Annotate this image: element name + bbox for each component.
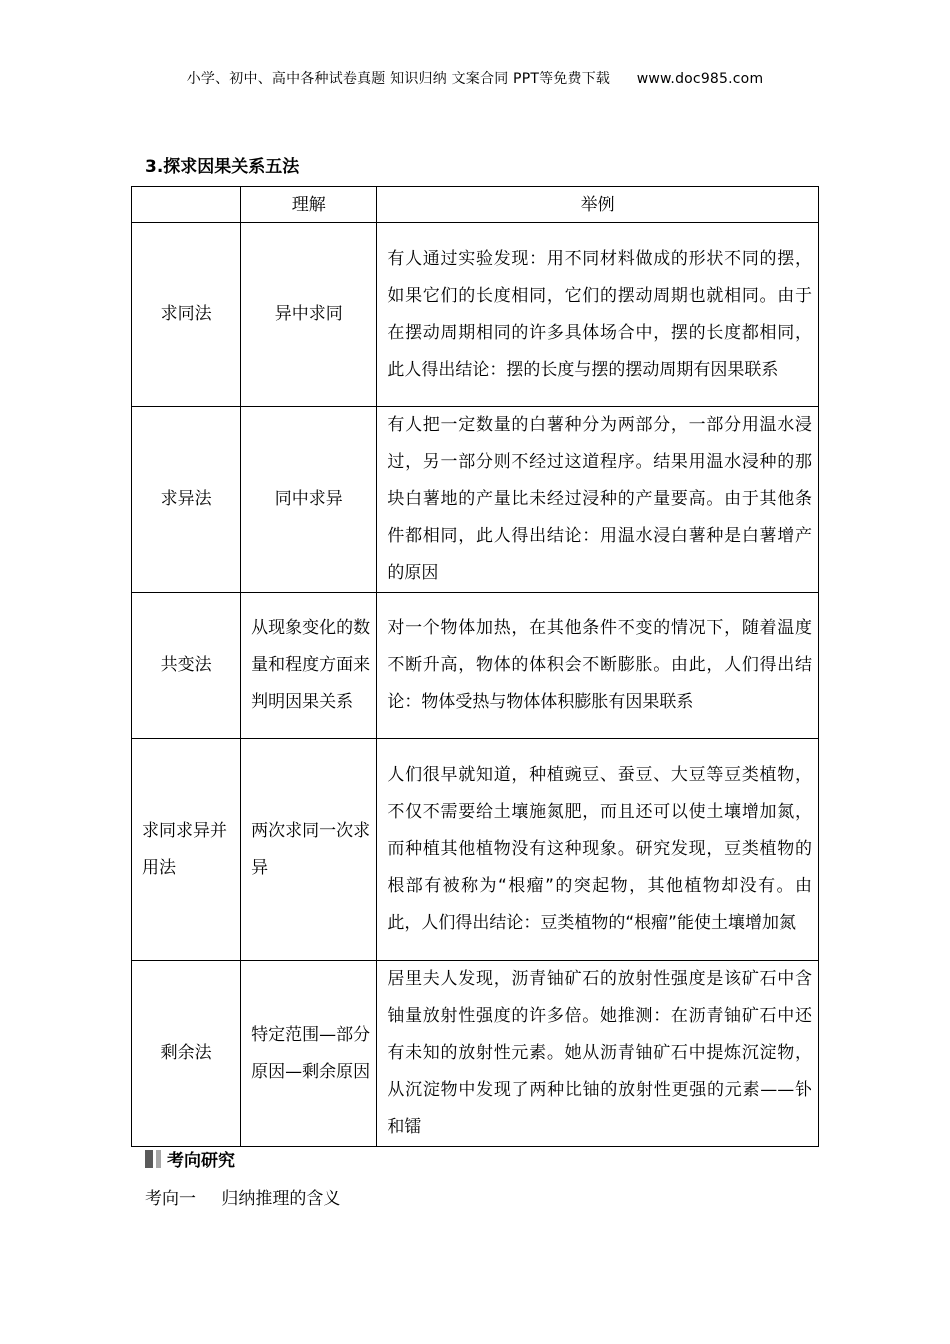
subtopic-text: 归纳推理的含义 — [221, 1189, 341, 1209]
understanding-cell: 从现象变化的数量和程度方面来判明因果关系 — [241, 593, 377, 739]
causal-methods-table — [131, 186, 819, 1147]
header-cell-empty — [132, 187, 241, 223]
research-heading — [145, 1146, 235, 1171]
example-cell: 对一个物体加热，在其他条件不变的情况下，随着温度不断升高，物体的体积会不断膨胀。由此，人们得出结论：物体受热与物体体积膨胀有因果联系 — [377, 593, 819, 739]
table-row — [132, 961, 819, 1147]
understanding-cell: 异中求同 — [241, 223, 377, 407]
header-site-link[interactable]: www.doc985.com — [636, 71, 764, 87]
example-cell: 人们很早就知道，种植豌豆、蚕豆、大豆等豆类植物，不仅不需要给土壤施氮肥，而且还可以使土壤增加氮，而种植其他植物没有这种现象。研究发现，豆类植物的根部有被称为“根瘤”的突起物，其他植物却没有。由此，人们得出结论：豆类植物的“根瘤”能使土壤增加氮 — [377, 739, 819, 961]
research-title: 考向研究 — [167, 1151, 235, 1171]
method-cell: 求异法 — [132, 407, 241, 593]
section-title: 3.探求因果关系五法 — [145, 157, 300, 177]
table-row — [132, 223, 819, 407]
method-cell: 求同求异并用法 — [132, 739, 241, 961]
header-cell-understanding: 理解 — [241, 187, 377, 223]
understanding-cell: 同中求异 — [241, 407, 377, 593]
method-cell: 求同法 — [132, 223, 241, 407]
example-cell: 有人通过实验发现：用不同材料做成的形状不同的摆，如果它们的长度相同，它们的摆动周期也就相同。由于在摆动周期相同的许多具体场合中，摆的长度都相同，此人得出结论：摆的长度与摆的摆动周期有因果联系 — [377, 223, 819, 407]
understanding-cell: 两次求同一次求异 — [241, 739, 377, 961]
subtopic-line — [145, 1184, 340, 1209]
table-row — [132, 739, 819, 961]
heading-bar-accent-icon — [156, 1150, 161, 1168]
method-cell: 共变法 — [132, 593, 241, 739]
example-cell: 居里夫人发现，沥青铀矿石的放射性强度是该矿石中含铀量放射性强度的许多倍。她推测：在沥青铀矿石中还有未知的放射性元素。她从沥青铀矿石中提炼沉淀物，从沉淀物中发现了两种比铀的放射性更强的元素——钋和镭 — [377, 961, 819, 1147]
table-row — [132, 593, 819, 739]
heading-bar-icon — [145, 1150, 153, 1168]
understanding-cell: 特定范围—部分原因—剩余原因 — [241, 961, 377, 1147]
example-cell: 有人把一定数量的白薯种分为两部分，一部分用温水浸过，另一部分则不经过这道程序。结果用温水浸种的那块白薯地的产量比未经过浸种的产量要高。由于其他条件都相同，此人得出结论：用温水浸白薯种是白薯增产的原因 — [377, 407, 819, 593]
page-header — [0, 68, 950, 88]
table-header-row — [132, 187, 819, 223]
subtopic-number: 考向一 — [145, 1189, 196, 1209]
table-row — [132, 407, 819, 593]
header-cell-example: 举例 — [377, 187, 819, 223]
method-cell: 剩余法 — [132, 961, 241, 1147]
header-text: 小学、初中、高中各种试卷真题 知识归纳 文案合同 PPT等免费下载 — [186, 71, 611, 87]
